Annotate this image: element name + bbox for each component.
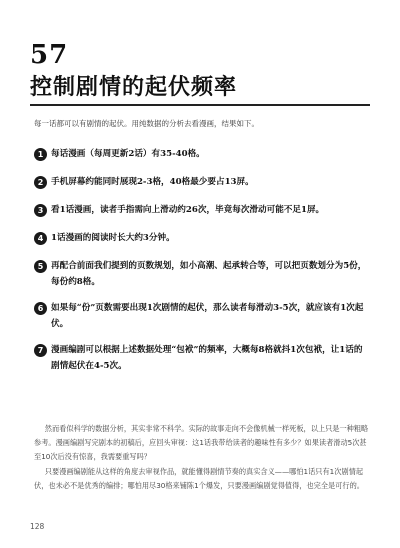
body-text [34, 422, 370, 493]
title-rule [30, 104, 370, 106]
list-item-text: 再配合前面我们提到的页数规划，如小高潮、起承转合等，可以把页数划分为5份，每份约8格。 [51, 261, 367, 287]
number-marker: 5 [34, 260, 47, 273]
chapter-title: 控制剧情的起伏频率 [30, 74, 238, 100]
numbered-list [34, 146, 368, 374]
list-item-text: 手机屏幕约能同时展现2-3格，40格最少要占13屏。 [51, 177, 254, 187]
list-item-text: 每话漫画（每周更新2话）有35-40格。 [51, 149, 205, 159]
list-item [34, 230, 368, 246]
number-marker: 1 [34, 148, 47, 161]
number-marker: 7 [34, 344, 47, 357]
list-item-text: 如果每“份”页数需要出现1次剧情的起伏，那么读者每滑动3-5次，就应该有1次起伏。 [51, 303, 364, 329]
intro-text: 每一话都可以有剧情的起伏。用纯数据的分析去看漫画，结果如下。 [34, 119, 259, 128]
list-item [34, 146, 368, 162]
list-item [34, 342, 368, 374]
list-item [34, 300, 368, 332]
number-marker: 6 [34, 302, 47, 315]
number-marker: 4 [34, 232, 47, 245]
number-marker: 2 [34, 176, 47, 189]
list-item-text: 看1话漫画，读者手指需向上滑动约26次，毕竟每次滑动可能不足1屏。 [51, 205, 325, 215]
list-item-text: 漫画编剧可以根据上述数据处理“包袱”的频率，大概每8格就抖1次包袱，让1话的剧情起伏在4-5次。 [51, 345, 363, 371]
chapter-number: 57 [30, 40, 69, 70]
number-marker: 3 [34, 204, 47, 217]
body-paragraph: 只要漫画编剧能从这样的角度去审视作品，就能懂得剧情节奏的真实含义——哪怕1话只有1次剧情起伏，也未必不是优秀的编排；哪怕用尽30格来铺陈1个爆发，只要漫画编剧觉得值得，也完全是可行的。 [34, 466, 364, 490]
list-item-text: 1话漫画的阅读时长大约3分钟。 [51, 233, 175, 243]
list-item [34, 258, 368, 290]
list-item [34, 174, 368, 190]
body-paragraph: 然而看似科学的数据分析，其实非常不科学。实际的故事走向不会像机械一样死板，以上只是一种粗略参考。漫画编剧写完剧本的初稿后，应回头审视：这1话我带给读者的趣味性有多少？如果读者滑动5次甚至10次后没有惊喜，我需要重写吗？ [34, 424, 369, 462]
page-number: 128 [30, 522, 45, 531]
list-item [34, 202, 368, 218]
